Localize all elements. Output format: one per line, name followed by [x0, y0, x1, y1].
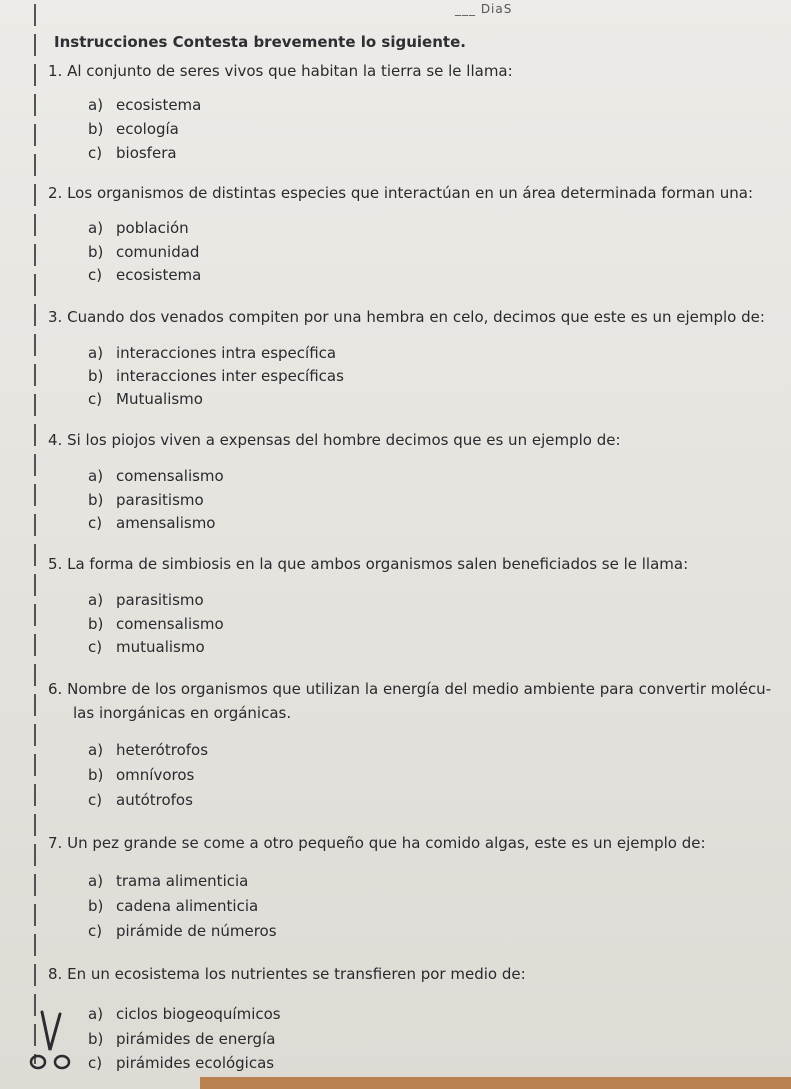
option-2c: c) ecosistema — [88, 266, 202, 284]
option-2b: b) comunidad — [88, 243, 200, 261]
handwritten-scribble: ___ DiaS — [455, 2, 513, 16]
question-text: Nombre de los organismos que utilizan la energía del medio ambiente para convertir molécu- — [67, 680, 772, 698]
option-4c: c) amensalismo — [88, 514, 216, 532]
question-number: 7. — [48, 834, 63, 852]
question-text: Al conjunto de seres vivos que habitan la tierra se le llama: — [67, 62, 513, 80]
question-7 — [48, 832, 778, 854]
question-number: 4. — [48, 431, 63, 449]
question-number: 6. — [48, 680, 63, 698]
question-5 — [48, 553, 778, 575]
desk-edge — [200, 1077, 791, 1089]
option-1c: c) biosfera — [88, 144, 177, 162]
question-text: En un ecosistema los nutrientes se transfieren por medio de: — [67, 965, 526, 983]
option-2a: a) población — [88, 219, 189, 237]
option-7b: b) cadena alimenticia — [88, 897, 259, 915]
question-number: 2. — [48, 184, 63, 202]
handwritten-mark-icon — [20, 1010, 80, 1080]
margin-line — [34, 4, 36, 1064]
option-3c: c) Mutualismo — [88, 390, 203, 408]
question-number: 8. — [48, 965, 63, 983]
question-number: 1. — [48, 62, 63, 80]
option-5a: a) parasitismo — [88, 591, 204, 609]
option-6a: a) heterótrofos — [88, 741, 209, 759]
question-2 — [48, 182, 778, 204]
option-4b: b) parasitismo — [88, 491, 204, 509]
option-5c: c) mutualismo — [88, 638, 205, 656]
option-1b: b) ecología — [88, 120, 179, 138]
question-text: Si los piojos viven a expensas del hombre decimos que es un ejemplo de: — [67, 431, 621, 449]
question-1 — [48, 60, 778, 82]
option-7a: a) trama alimenticia — [88, 872, 249, 890]
question-4 — [48, 429, 778, 451]
option-5b: b) comensalismo — [88, 615, 224, 633]
option-6c: c) autótrofos — [88, 791, 193, 809]
option-3a: a) interacciones intra específica — [88, 344, 337, 362]
option-7c: c) pirámide de números — [88, 922, 277, 940]
option-8b: b) pirámides de energía — [88, 1030, 276, 1048]
question-number: 5. — [48, 555, 63, 573]
question-text: Cuando dos venados compiten por una hembra en celo, decimos que este es un ejemplo de: — [67, 308, 765, 326]
question-6-continuation: las inorgánicas en orgánicas. — [73, 704, 292, 722]
question-3 — [48, 306, 778, 328]
question-8 — [48, 963, 778, 985]
question-6 — [48, 678, 778, 700]
option-8c: c) pirámides ecológicas — [88, 1054, 275, 1072]
question-text: Los organismos de distintas especies que interactúan en un área determinada forman una: — [67, 184, 754, 202]
instructions-heading: Instrucciones Contesta brevemente lo siguiente. — [54, 33, 466, 51]
option-6b: b) omnívoros — [88, 766, 195, 784]
question-text: Un pez grande se come a otro pequeño que ha comido algas, este es un ejemplo de: — [67, 834, 706, 852]
option-1a: a) ecosistema — [88, 96, 202, 114]
question-text: La forma de simbiosis en la que ambos organismos salen beneficiados se le llama: — [67, 555, 689, 573]
question-number: 3. — [48, 308, 63, 326]
option-4a: a) comensalismo — [88, 467, 224, 485]
option-8a: a) ciclos biogeoquímicos — [88, 1005, 281, 1023]
option-3b: b) interacciones inter específicas — [88, 367, 344, 385]
